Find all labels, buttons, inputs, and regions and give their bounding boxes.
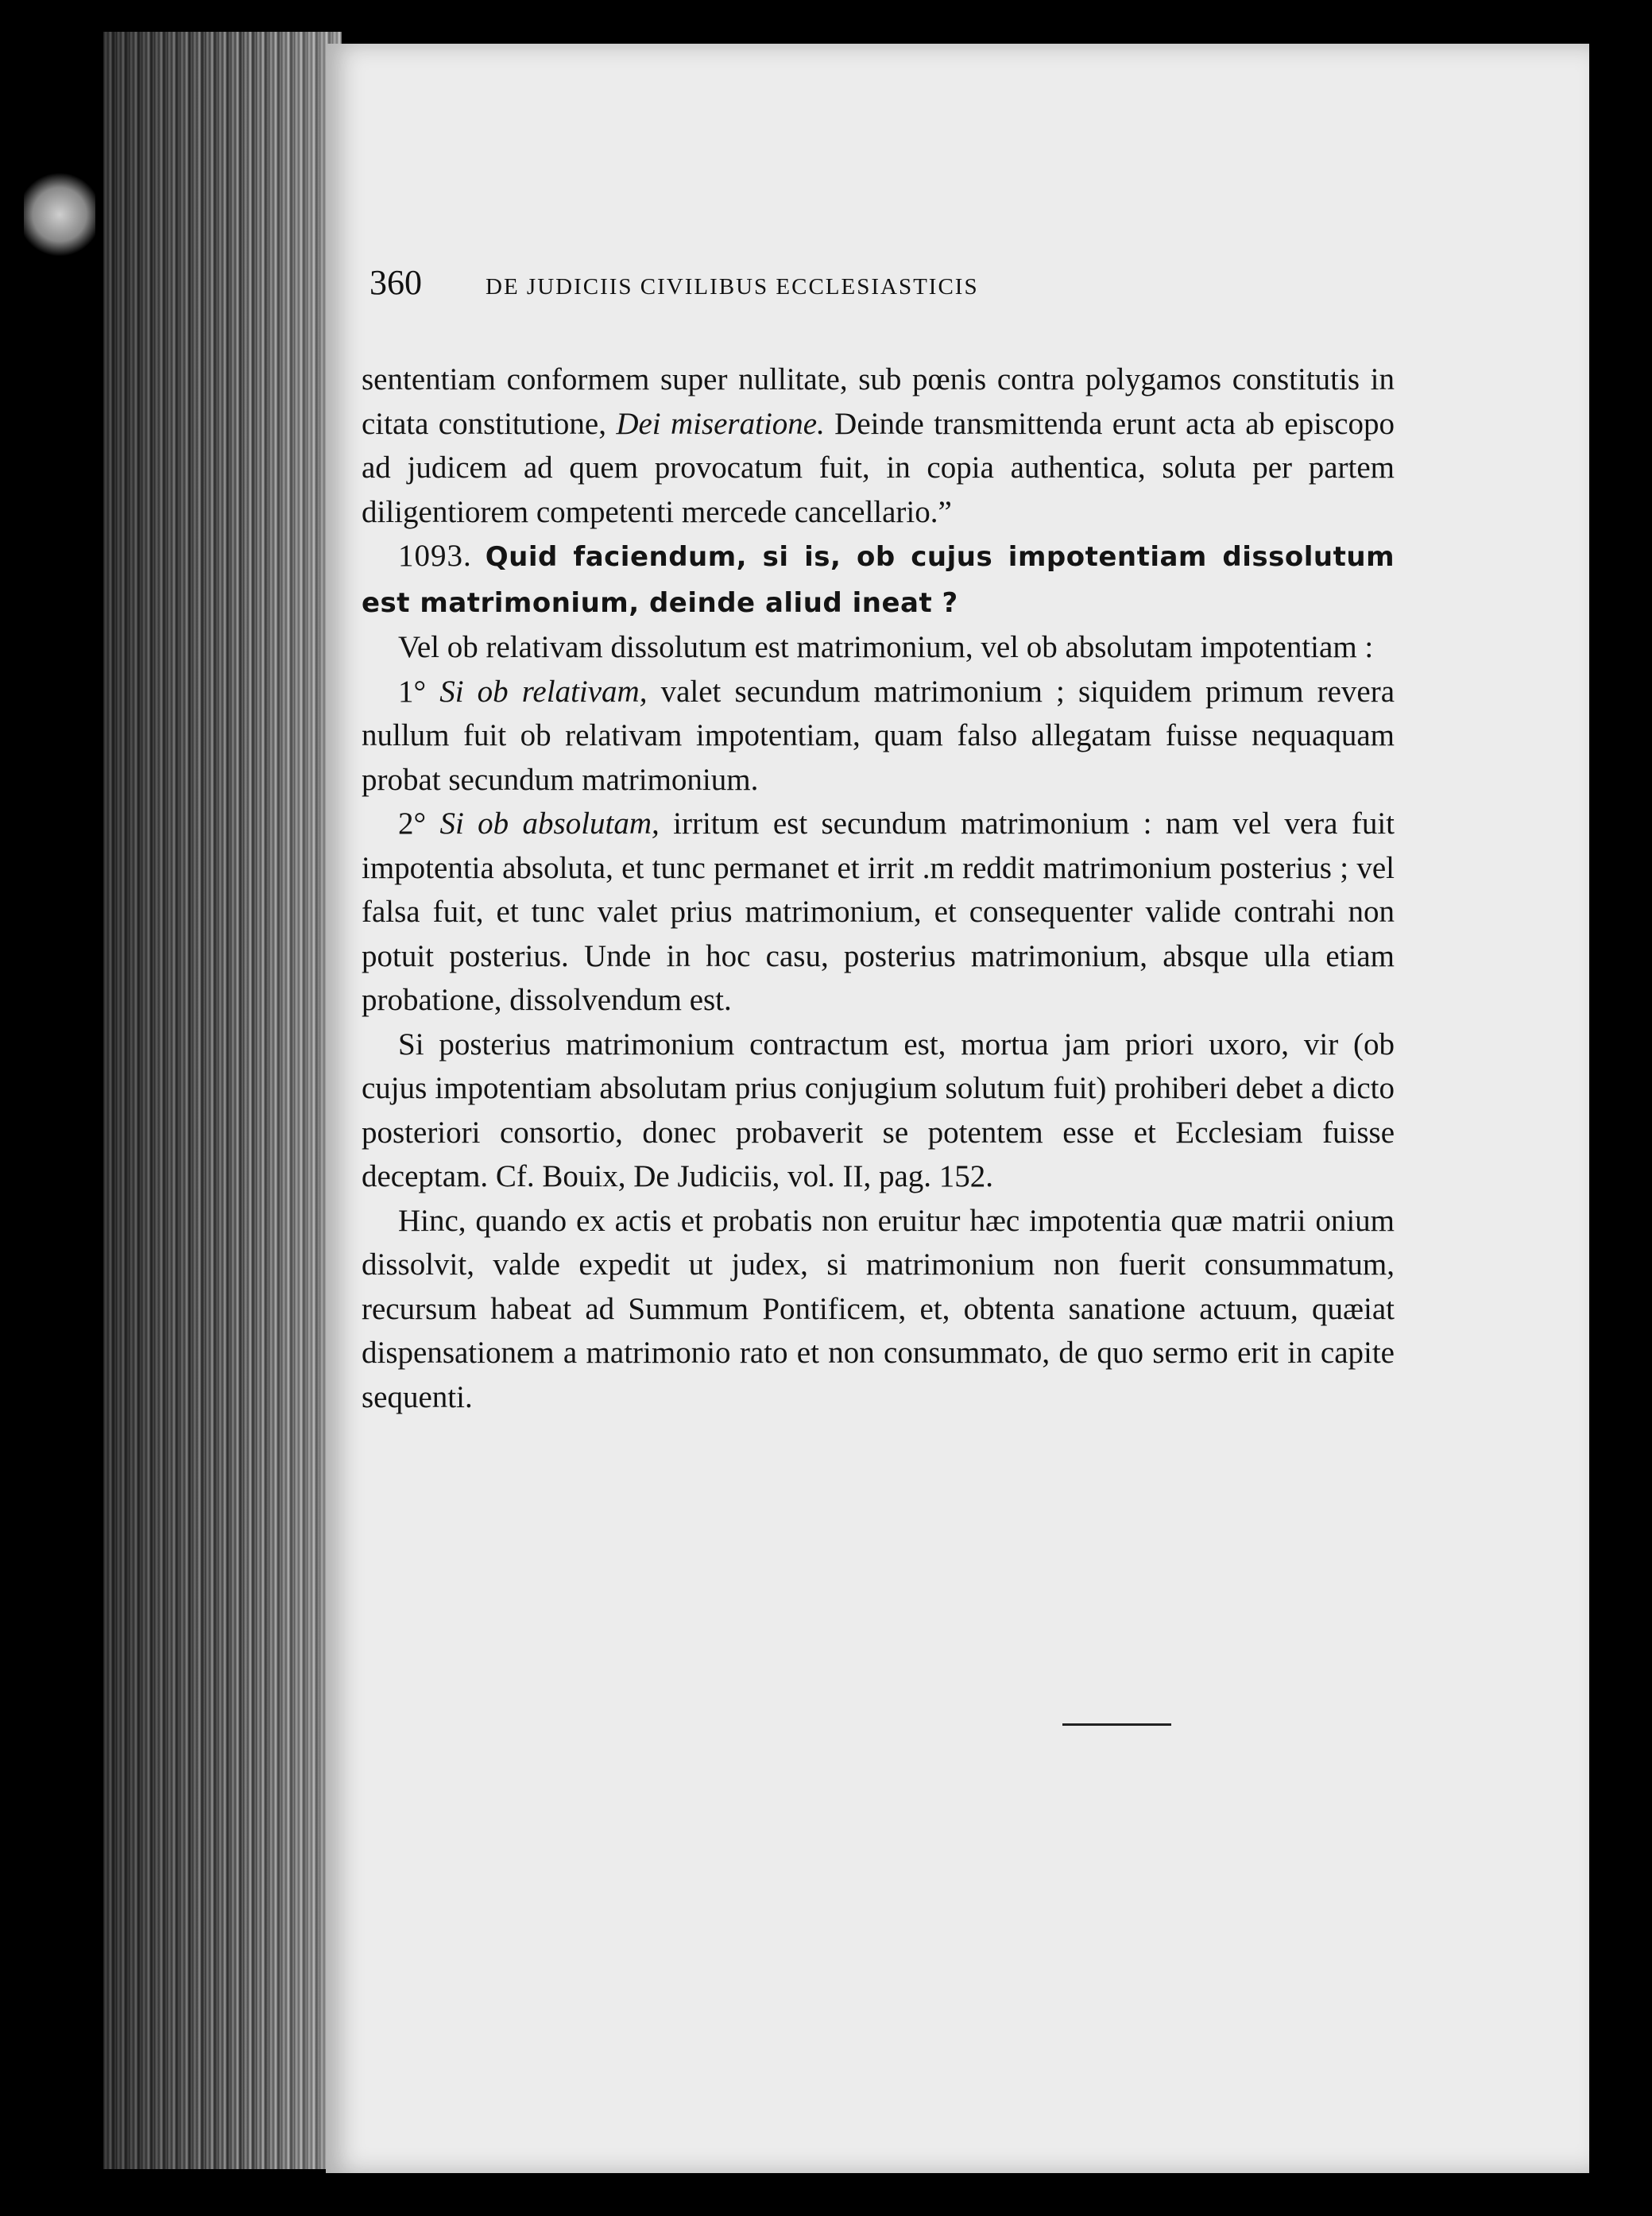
italic-run: Si ob absolutam,	[439, 806, 660, 841]
text-run: valet secundum matrimonium ; siquidem primum revera nullum fuit ob relativam impotentiam, quam falso allegatam fuisse nequaquam probat secundum matrimonium.	[362, 674, 1395, 797]
question-heading	[362, 534, 1395, 625]
page-number: 360	[369, 263, 422, 302]
italic-run: Dei miseratione.	[616, 406, 825, 441]
point-number: 1°	[398, 674, 427, 709]
paragraph-point-2	[362, 802, 1395, 1023]
page-header	[369, 262, 1395, 303]
text-run: sententiam conformem super nullitate, sub pœnis contra polygamos constitutis in citata constitutione,	[362, 362, 1395, 441]
paragraph: Vel ob relativam dissolutum est matrimonium, vel ob absolutam impotentiam :	[398, 630, 1374, 664]
section-end-rule	[1062, 1723, 1171, 1726]
page-body	[362, 358, 1395, 1419]
paragraph-point-1	[362, 670, 1395, 802]
running-head: DE JUDICIIS CIVILIBUS ECCLESIASTICIS	[486, 274, 979, 300]
text-run: irritum est secundum matrimonium : nam vel vera fuit impotentia absoluta, et tunc permanet et irrit .m reddit matrimonium posterius ; vel falsa fuit, et tunc valet prius matrimonium, et consequenter valide contrahi non potuit posterius. Unde in hoc casu, posterius matrimonium, absque ulla etiam probatione, dissolvendum est.	[362, 806, 1395, 1017]
point-number: 2°	[398, 806, 427, 841]
text-run: Deinde transmittenda erunt acta ab episcopo ad judicem ad quem provocatum fuit, in copia authentica, soluta per partem diligentiorem competenti mercede cancellario.”	[362, 406, 1395, 529]
paragraph: Hinc, quando ex actis et probatis non eruitur hæc impotentia quæ matrii onium dissolvit, valde expedit ut judex, si matrimonium non fuerit consummatum, recursum habeat ad Summum Pontificem, et, obtenta sanatione actuum, quæiat dispensationem a matrimonio rato et non consummato, de quo sermo erit in capite sequenti.	[362, 1203, 1395, 1414]
question-number: 1093.	[398, 539, 472, 573]
book-page-edges	[103, 32, 342, 2169]
margin-speck	[24, 167, 95, 262]
italic-run: Si ob relativam,	[439, 674, 648, 709]
paragraph-continuation	[362, 358, 1395, 534]
question-text: Quid faciendum, si is, ob cujus impotentiam dissolutum est matrimonium, deinde aliud ineat ?	[362, 541, 1395, 619]
paragraph: Si posterius matrimonium contractum est, mortua jam priori uxoro, vir (ob cujus impotentiam absolutam prius conjugium solutum fuit) prohiberi debet a dicto posteriori consortio, donec probaverit se potentem esse et Ecclesiam fuisse deceptam. Cf. Bouix, De Judiciis, vol. II, pag. 152.	[362, 1027, 1395, 1193]
